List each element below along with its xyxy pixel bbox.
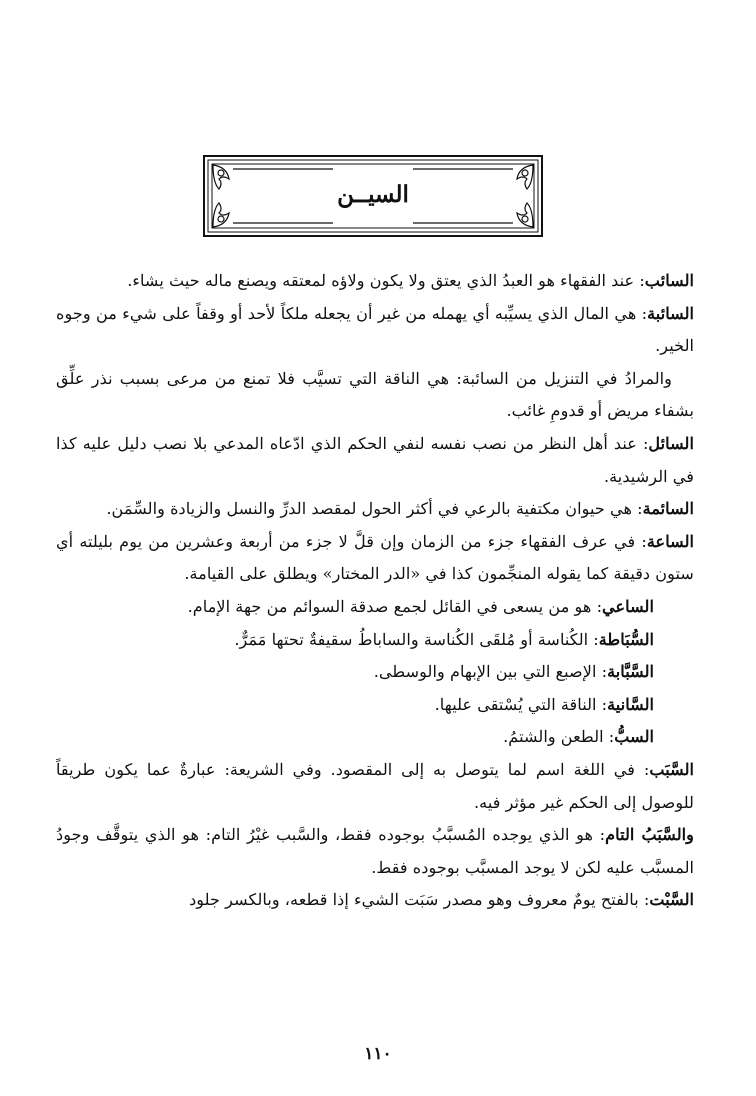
entry-sabbaba <box>56 656 694 689</box>
entry-saima <box>56 493 694 526</box>
entry-text: : عند الفقهاء هو العبدُ الذي يعتق ولا يكون ولاؤه لمعتقه ويصنع ماله حيث يشاء. <box>127 271 645 290</box>
entry-term: السائل <box>648 433 694 453</box>
entry-text: : بالفتح يومٌ معروف وهو مصدر سَبَت الشيء إذا قطعه، وبالكسر جلود <box>189 890 650 910</box>
entry-text: والمرادُ في التنزيل من السائبة: هي الناقة التي تسيَّب فلا تمنع من مرعى بسبب نذر علِّق بشفاء مريض أو قدومِ غائب. <box>56 368 694 421</box>
entry-subata <box>56 624 694 657</box>
entry-term: الساعي <box>602 596 654 616</box>
entry-text: : هو الذي يوجده المُسبَّبُ بوجوده فقط، والسَّبب غيْرُ التام: هو الذي يتوقَّف وجودُ المسبَّب عليه لكن لا يوجد المسبَّب بوجوده فقط. <box>56 825 694 877</box>
entry-sai <box>56 591 694 624</box>
entry-term: السبُّ <box>614 727 654 747</box>
entry-saniya <box>56 689 694 722</box>
entry-saib <box>56 265 694 298</box>
entry-sabab-tamm <box>56 819 694 884</box>
entry-text: : هي المال الذي يسيِّبه أي يهمله من غير أن يجعله ملكاً لأحد أو وقفاً على شيء من وجوه الخير. <box>56 303 694 356</box>
entry-term: السائمة <box>642 499 694 519</box>
entry-saa <box>56 526 694 591</box>
entry-text: : عند أهل النظر من نصب نفسه لنفي الحكم الذي ادّعاه المدعي بلا نصب دليل عليه كذا في الرشيدية. <box>56 433 694 486</box>
entry-sail <box>56 428 694 493</box>
entry-text: : الطعن والشتمُ. <box>503 727 615 747</box>
entry-text: : في عرف الفقهاء جزء من الزمان وإن قلَّ لا جزء من أربعة وعشرين من يوم بليلته أي ستون دقيقة كما يقوله المنجِّمون كذا في «الدر المختار» ويطلق على القيامة. <box>56 531 694 584</box>
entry-term: والسَّبَبُ التام <box>605 825 694 845</box>
entry-term: السُّبَاطة <box>598 629 654 649</box>
entry-text: : الكُناسة أو مُلقَى الكُناسة والساباطُ سقيفةٌ تحتها مَمَرٌّ. <box>234 629 599 649</box>
entry-term: السَّانية <box>607 694 654 714</box>
entry-text: : في اللغة اسم لما يتوصل به إلى المقصود. وفي الشريعة: عبارةٌ عما يكون طريقاً للوصول إلى الحكم غير مؤثر فيه. <box>56 759 694 812</box>
entry-term: السائبة <box>647 303 694 323</box>
entry-sabab <box>56 754 694 819</box>
entry-saiba <box>56 298 694 363</box>
entry-text: : الإصبع التي بين الإبهام والوسطى. <box>373 662 608 682</box>
entry-term: الساعة <box>646 531 694 551</box>
entry-term: السَّبَب <box>649 759 694 779</box>
dictionary-entries <box>56 265 694 917</box>
page-number: ١١٠ <box>364 1044 392 1064</box>
entry-text: : الناقة التي يُسْتقى عليها. <box>434 694 608 714</box>
entry-text: : هو من يسعى في القائل لجمع صدقة السوائم من جهة الإمام. <box>187 596 603 616</box>
entry-term: السَّبْت <box>649 890 694 910</box>
entry-saiba-quran <box>56 363 694 428</box>
entry-sabt <box>56 884 694 917</box>
entry-text: : هي حيوان مكتفية بالرعي في أكثر الحول لمقصد الدرِّ والنسل والزيادة والسِّمَن. <box>106 499 643 519</box>
page-title: السيــن <box>337 181 409 208</box>
entry-term: السَّبَّابة <box>607 662 654 682</box>
title-frame <box>203 155 543 237</box>
entry-sabb <box>56 721 694 754</box>
entry-term: السائب <box>644 271 694 290</box>
